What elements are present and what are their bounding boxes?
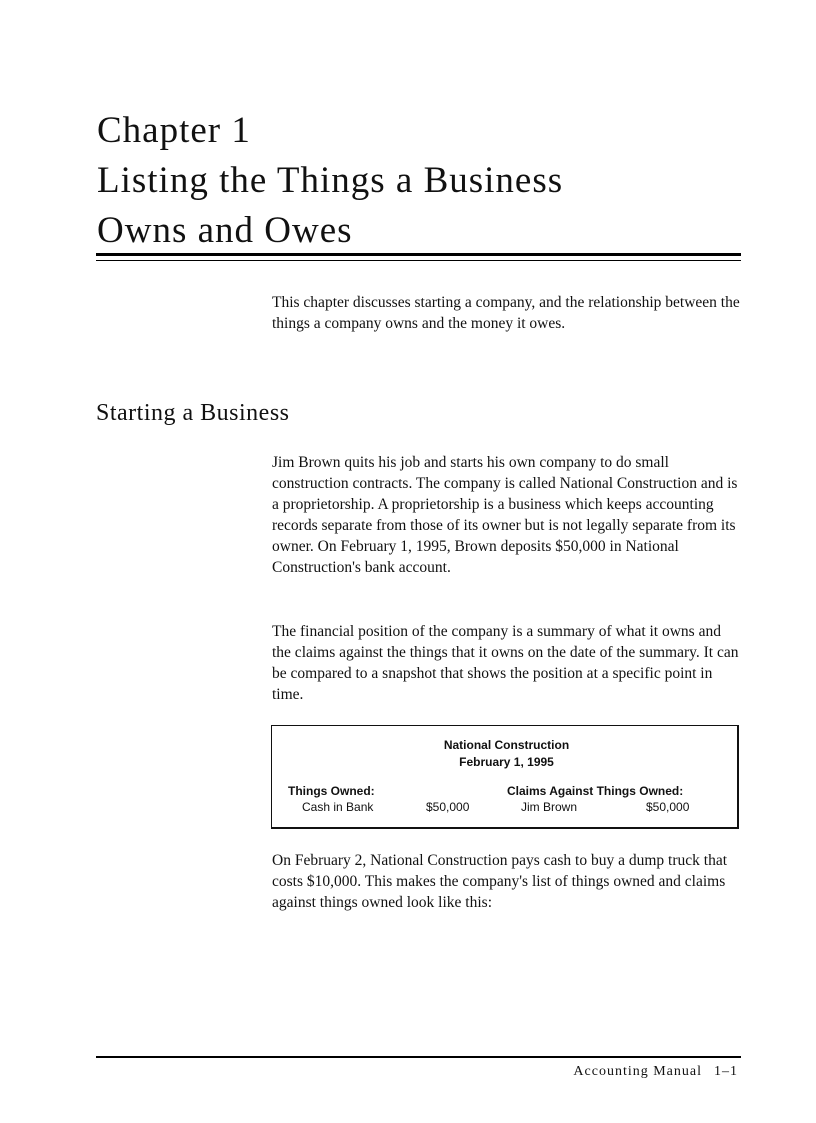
paragraph-1: Jim Brown quits his job and starts his own company to do small construction contracts. The company is called National Construction and is a proprietorship. A proprietorship is a business which keeps accounting records separate from those of its owner but is not legally separate from its owner. On February 1, 1995, Brown deposits $50,000 in National Construction's bank account. — [272, 454, 738, 576]
owned-item: Cash in Bank — [302, 800, 374, 814]
title-rule-thin — [96, 260, 741, 261]
section-heading: Starting a Business — [96, 400, 290, 426]
things-owned-header: Things Owned: — [288, 784, 375, 798]
footer-label: Accounting Manual — [573, 1064, 702, 1079]
chapter-title-line-3: Owns and Owes — [97, 210, 353, 251]
claim-item: Jim Brown — [521, 800, 578, 814]
owned-amount: $50,000 — [426, 800, 470, 814]
financial-position-box — [271, 725, 739, 829]
chapter-title-line-2: Listing the Things a Business — [97, 160, 564, 201]
footer-rule — [96, 1056, 741, 1058]
claims-header: Claims Against Things Owned: — [507, 784, 684, 798]
chapter-title-line-1: Chapter 1 — [97, 110, 251, 151]
chapter-title — [97, 106, 757, 256]
box-company-name: National Construction — [443, 738, 570, 752]
box-date: February 1, 1995 — [459, 755, 554, 769]
page-number: 1–1 — [714, 1064, 738, 1079]
chapter-intro: This chapter discusses starting a company, and the relationship between the things a company owns and the money it owes. — [272, 294, 740, 332]
claim-amount: $50,000 — [646, 800, 690, 814]
title-rule-thick — [96, 253, 741, 256]
page-footer — [573, 1064, 738, 1080]
paragraph-2: The financial position of the company is a summary of what it owns and the claims against the things that it owns on the date of the summary. It can be compared to a snapshot that shows the position at a specific point in time. — [272, 623, 739, 703]
paragraph-3: On February 2, National Construction pays cash to buy a dump truck that costs $10,000. This makes the company's list of things owned and claims against things owned look like this: — [272, 852, 728, 911]
